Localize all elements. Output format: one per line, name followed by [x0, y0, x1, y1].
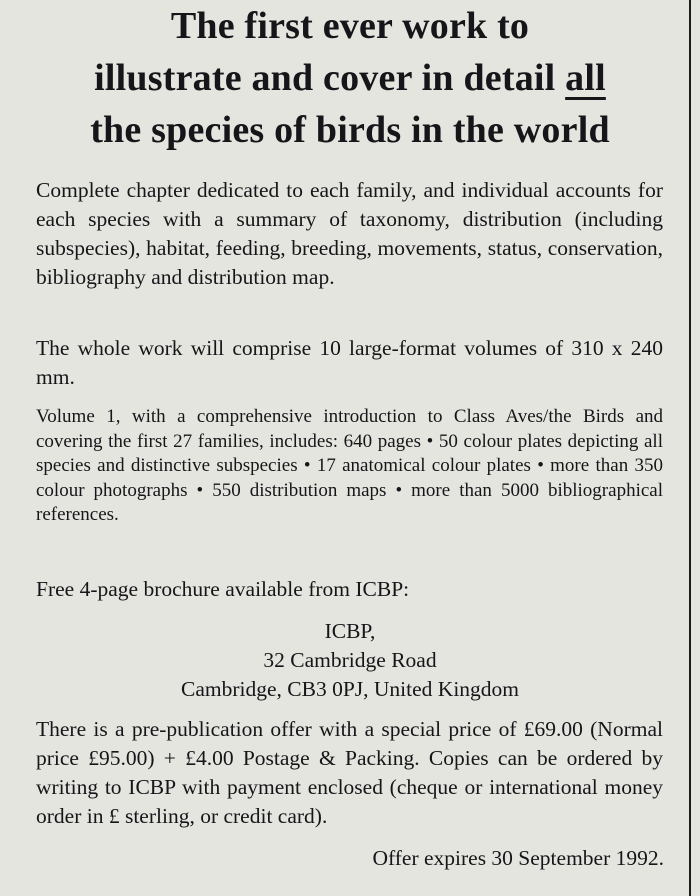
headline-line-3: the species of birds in the world: [90, 109, 610, 151]
address-line-1: ICBP,: [324, 619, 376, 643]
volumes-paragraph: The whole work will comprise 10 large-format volumes of 310 x 240 mm.: [36, 336, 663, 389]
headline-line-1: The first ever work to: [170, 5, 530, 47]
offer-paragraph: There is a pre-publication offer with a special price of £69.00 (Normal price £95.00) + £4.00 Postage & Packing. Copies can be ordered by writing to ICBP with payment enclosed (cheque or international money order in £ sterling, or credit card).: [36, 717, 663, 828]
address-line-2: 32 Cambridge Road: [263, 648, 437, 672]
headline-emphasis-all: all: [565, 57, 606, 99]
chapters-paragraph: Complete chapter dedicated to each family, and individual accounts for each species with a summary of taxonomy, distribution (including subspecies), habitat, feeding, breeding, movements, status, conservation, bibliography and distribution map.: [36, 178, 663, 289]
headline-line-2: [0, 52, 700, 104]
volume-1-paragraph: Volume 1, with a comprehensive introduction to Class Aves/the Birds and covering the first 27 families, includes: 640 pages • 50 colour plates depicting all species and distinctive subspecies • 17 anatomical colour plates • more than 350 colour photographs • 550 distribution maps • more than 5000 bibliographical references.: [36, 406, 663, 525]
offer-expires: Offer expires 30 September 1992.: [372, 846, 664, 870]
address-line-3: Cambridge, CB3 0PJ, United Kingdom: [180, 677, 520, 701]
headline-line-2-text: illustrate and cover in detail: [94, 57, 566, 99]
headline: [0, 0, 700, 156]
brochure-paragraph: Free 4-page brochure available from ICBP:: [36, 577, 410, 601]
